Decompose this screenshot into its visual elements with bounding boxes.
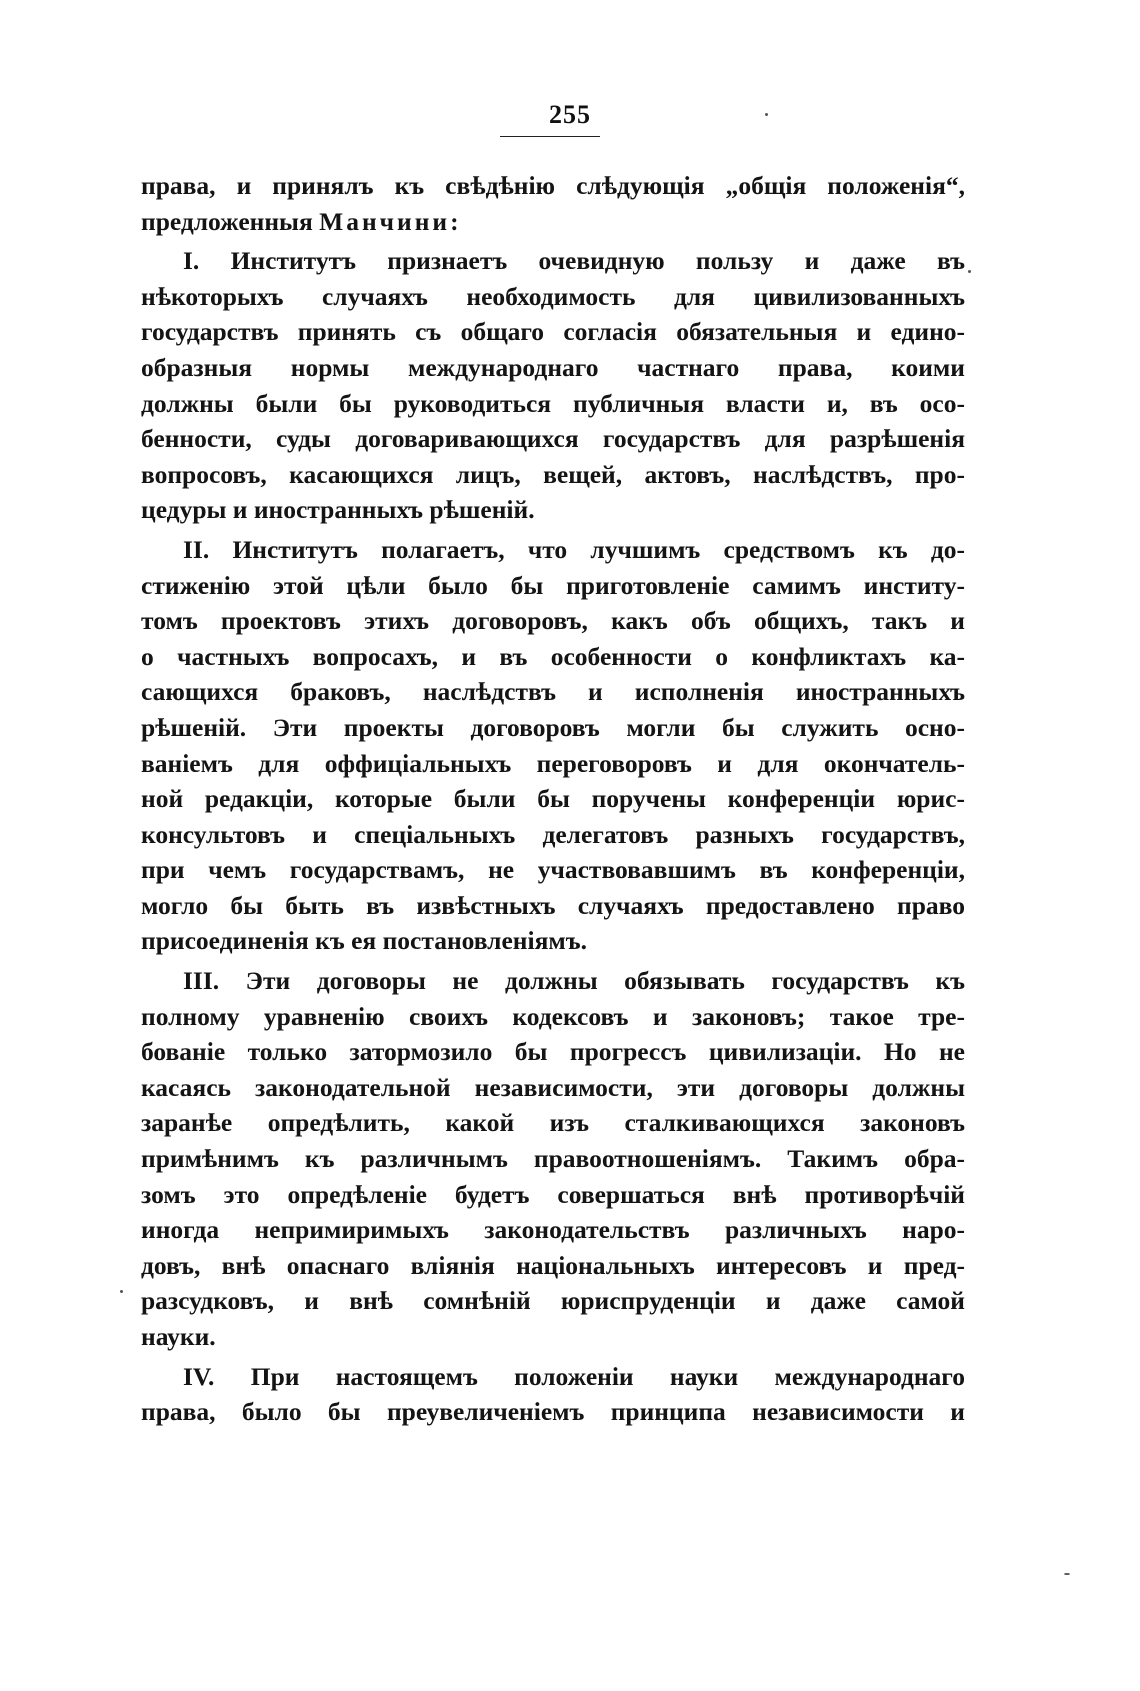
paragraph-4-first-line: ІV. При настоящемъ положеніи науки международнаго (183, 1361, 965, 1391)
text-line: бованіе только затормозило бы прогрессъ цивилизаціи. Но не (141, 1037, 965, 1067)
text-line: нѣкоторыхъ случаяхъ необходимость для цивилизованныхъ (141, 281, 965, 311)
paragraph-3-first-line: ІІІ. Эти договоры не должны обязывать государствъ къ (183, 966, 965, 996)
text-line: довъ, внѣ опаснаго вліянія національныхъ интересовъ и пред- (141, 1250, 965, 1280)
scan-speck (1064, 1573, 1070, 1575)
body-text (141, 168, 965, 1430)
text-line: иногда непримиримыхъ законодательствъ различныхъ наро- (141, 1215, 965, 1245)
text-line: сающихся браковъ, наслѣдствъ и исполненія иностранныхъ (141, 677, 965, 707)
page-number: 255 (549, 100, 591, 129)
text-line: могло бы быть въ извѣстныхъ случаяхъ предоставлено право (141, 890, 965, 920)
text-line: государствъ принять съ общаго согласія обязательныя и едино- (141, 317, 965, 347)
text-line: должны были бы руководиться публичныя власти и, въ осо- (141, 388, 965, 418)
author-name: Манчини: (319, 206, 462, 236)
text-line: полному уравненію своихъ кодексовъ и законовъ; такое тре- (141, 1001, 965, 1031)
text-line: науки. (141, 1322, 216, 1351)
text-line-lead: предложенныя (141, 206, 320, 236)
text-line: цедуры и иностранныхъ рѣшеній. (141, 495, 535, 525)
text-line: ваніемъ для оффиціальныхъ переговоровъ и для окончатель- (141, 748, 965, 778)
scan-speck (765, 113, 768, 116)
text-line: касаясь законодательной независимости, эти договоры должны (141, 1072, 965, 1102)
page-number-rule (500, 136, 600, 137)
paragraph-2-first-line: ІІ. Институтъ полагаетъ, что лучшимъ средствомъ къ до- (183, 534, 965, 564)
text-line: бенности, суды договаривающихся государствъ для разрѣшенія (141, 424, 965, 454)
text-line: разсудковъ, и внѣ сомнѣній юриспруденціи и даже самой (141, 1286, 965, 1316)
text-line: образныя нормы международнаго частнаго права, коими (141, 352, 965, 382)
text-line: присоединенія къ ея постановленіямъ. (141, 926, 587, 956)
text-line: права, и принялъ къ свѣдѣнію слѣдующія „общія положенія“, (141, 171, 965, 200)
text-line (141, 204, 965, 240)
text-line: заранѣе опредѣлить, какой изъ сталкивающихся законовъ (141, 1108, 965, 1138)
text-line: зомъ это опредѣленіе будетъ совершаться внѣ противорѣчій (141, 1179, 965, 1209)
scan-speck (968, 270, 971, 273)
scan-speck (120, 1290, 123, 1293)
text-line: примѣнимъ къ различнымъ правоотношеніямъ. Такимъ обра- (141, 1144, 965, 1174)
paragraph-1-first-line: І. Институтъ признаетъ очевидную пользу и даже въ (183, 246, 965, 276)
text-line: вопросовъ, касающихся лицъ, вещей, актовъ, наслѣдствъ, про- (141, 459, 965, 489)
text-line: о частныхъ вопросахъ, и въ особенности о конфликтахъ ка- (141, 641, 965, 671)
text-line: рѣшеній. Эти проекты договоровъ могли бы служить осно- (141, 712, 965, 742)
text-line: ной редакціи, которые были бы поручены конференціи юрис- (141, 784, 965, 814)
text-line: стиженію этой цѣли было бы приготовленіе самимъ институ- (141, 570, 965, 600)
text-line: при чемъ государствамъ, не участвовавшимъ въ конференціи, (141, 855, 965, 885)
text-line: права, было бы преувеличеніемъ принципа независимости и (141, 1397, 965, 1427)
text-line: томъ проектовъ этихъ договоровъ, какъ объ общихъ, такъ и (141, 606, 965, 636)
text-line: консультовъ и спеціальныхъ делегатовъ разныхъ государствъ, (141, 819, 965, 849)
